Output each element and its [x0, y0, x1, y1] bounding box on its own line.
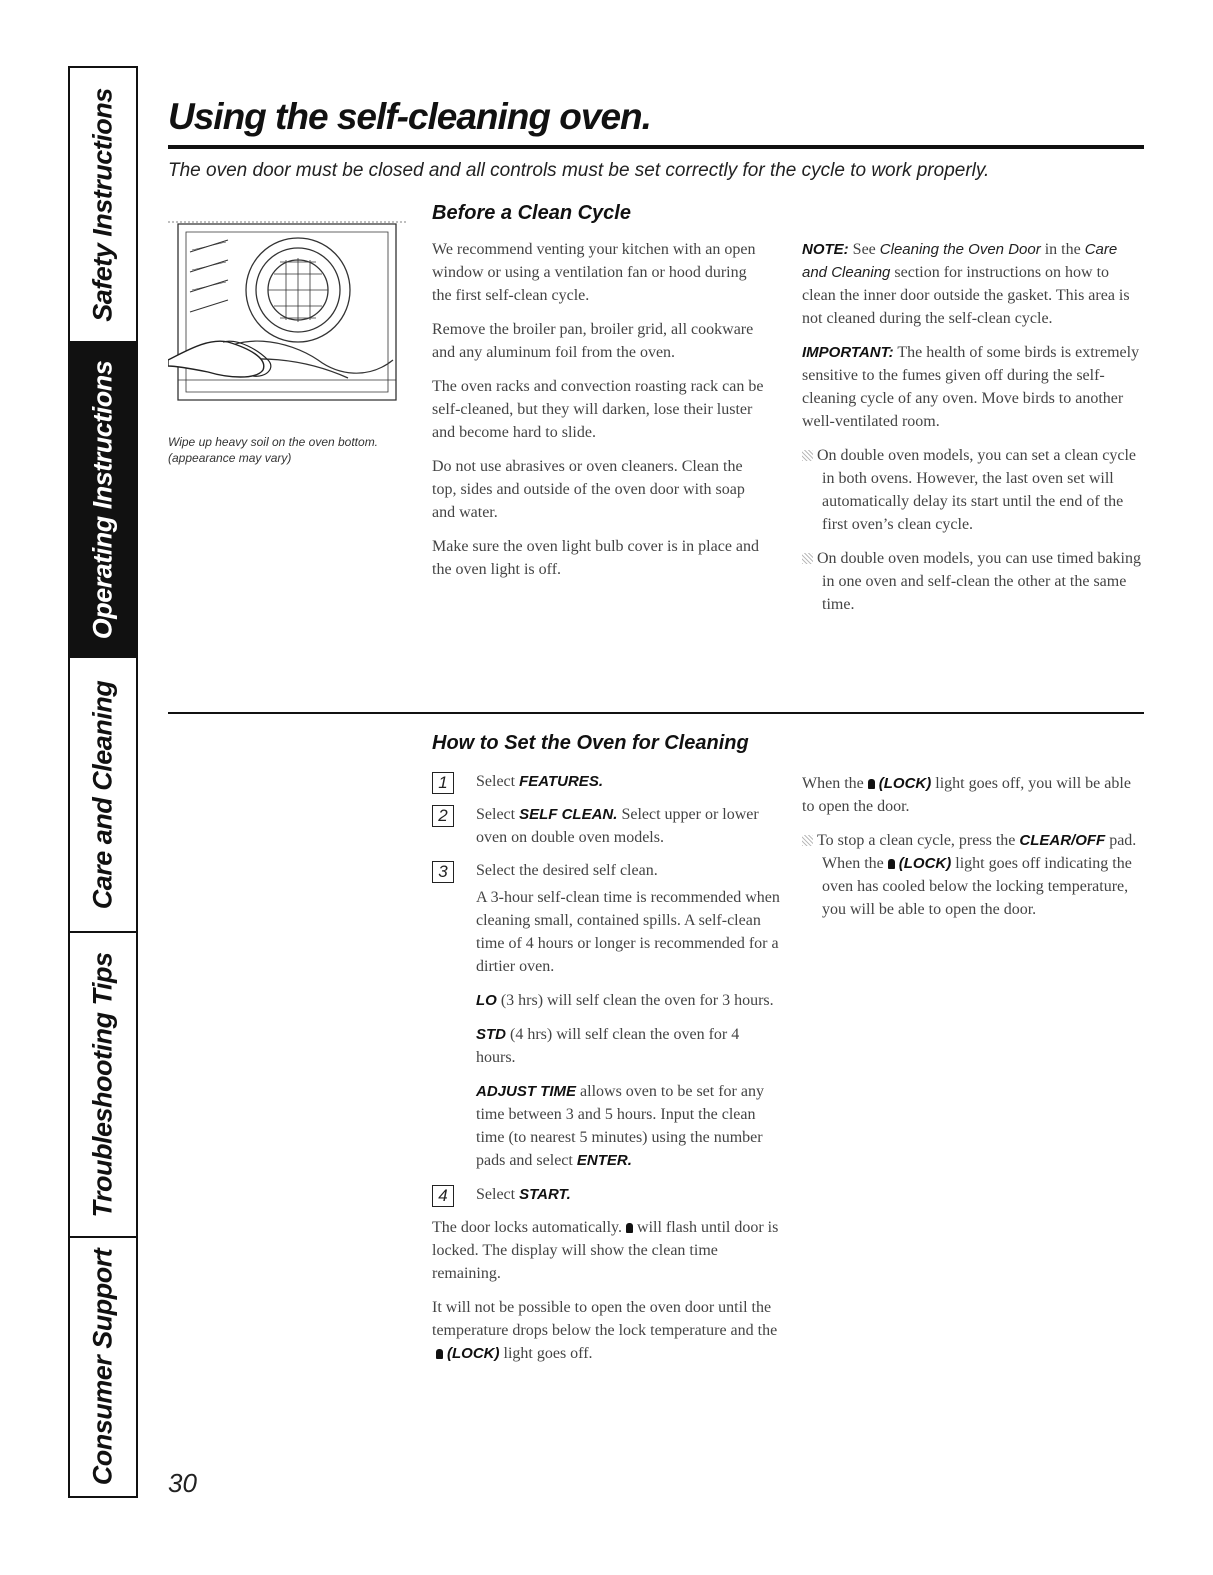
- note-paragraph: [802, 238, 1142, 330]
- before-column-right: [802, 238, 1142, 627]
- tab-label: Troubleshooting Tips: [87, 952, 118, 1217]
- tab-consumer-support[interactable]: [70, 1238, 136, 1496]
- text: section for instructions on how to clean the inner door outside the gasket. This area is not cleaned during the self-clean cycle.: [802, 264, 1130, 327]
- oven-cleaning-illustration: [168, 210, 406, 410]
- text: light goes off.: [503, 1345, 593, 1362]
- text: On double oven models, you can set a clean cycle in both ovens. However, the last oven set will automatically delay its start until the end of the first oven’s clean cycle.: [817, 447, 1136, 533]
- step-3: [432, 859, 782, 882]
- before-column-left: [432, 238, 770, 592]
- self-clean-key: SELF CLEAN.: [519, 806, 618, 823]
- paragraph: The oven racks and convection roasting rack can be self-cleaned, but they will darken, lose their luster and become hard to slide.: [432, 378, 764, 441]
- text: Select the desired self clean.: [476, 862, 658, 879]
- text: in the: [1044, 241, 1081, 258]
- lo-key: LO: [476, 992, 497, 1009]
- text: pad. When the: [822, 832, 1137, 872]
- text: will flash until door is locked. The display will show the clean time remaining.: [432, 1219, 779, 1282]
- text: The health of some birds is extremely sensitive to the fumes given off during the self-cleaning cycle of any oven. Move birds to another well-ventilated room.: [802, 344, 1140, 430]
- text: light goes off indicating the oven has cooled below the locking temperature, you will be able to open the door.: [822, 855, 1132, 918]
- note-reference: Care and Cleaning: [802, 241, 1118, 281]
- lock-icon: [888, 859, 895, 869]
- text: To stop a clean cycle, press the: [817, 832, 1016, 849]
- step-1: [432, 770, 782, 793]
- text: Select: [476, 1186, 516, 1203]
- text: On double oven models, you can use timed baking in one oven and self-clean the other at the same time.: [817, 550, 1141, 613]
- text: The door locks automatically.: [432, 1219, 623, 1236]
- tab-label: Consumer Support: [87, 1248, 118, 1486]
- adjust-time-key: ADJUST TIME: [476, 1083, 577, 1100]
- bullet-item: [802, 547, 1142, 616]
- bullet-icon: [802, 835, 813, 846]
- text: Select upper or lower oven on double oven models.: [476, 806, 759, 846]
- bullet-item: [802, 444, 1142, 536]
- paragraph: [432, 1216, 782, 1285]
- lock-icon: [436, 1349, 443, 1359]
- clear-off-key: CLEAR/OFF: [1019, 832, 1106, 849]
- adjust-time-option: [432, 1080, 782, 1172]
- tab-safety-instructions[interactable]: [70, 68, 136, 343]
- text: See: [852, 241, 876, 258]
- note-label: NOTE:: [802, 241, 849, 258]
- important-label: IMPORTANT:: [802, 344, 894, 361]
- lo-option: [432, 989, 782, 1012]
- std-key: STD: [476, 1026, 506, 1043]
- tab-label: Safety Instructions: [87, 87, 118, 322]
- important-paragraph: [802, 341, 1142, 433]
- enter-key: ENTER.: [576, 1152, 632, 1169]
- lock-key: (LOCK): [898, 855, 952, 872]
- section-tabs: [68, 66, 138, 1498]
- tab-label: Operating Instructions: [87, 360, 118, 639]
- paragraph: Remove the broiler pan, broiler grid, all cookware and any aluminum foil from the oven.: [432, 321, 754, 361]
- before-clean-cycle-heading: Before a Clean Cycle: [432, 202, 631, 224]
- text: Select: [476, 806, 516, 823]
- section-rule: [168, 712, 1144, 714]
- step-2: [432, 803, 782, 849]
- paragraph: Do not use abrasives or oven cleaners. Clean the top, sides and outside of the oven door with soap and water.: [432, 458, 745, 521]
- lock-icon: [626, 1223, 633, 1233]
- paragraph: A 3-hour self-clean time is recommended when cleaning small, contained spills. A self-clean time of 4 hours or longer is recommended for a dirtier oven.: [476, 889, 780, 975]
- page-subtitle: The oven door must be closed and all controls must be set correctly for the cycle to work properly.: [168, 160, 990, 181]
- text: (4 hrs) will self clean the oven for 4 hours.: [476, 1026, 740, 1066]
- step-number: 3: [432, 861, 454, 883]
- lock-icon: [868, 779, 875, 789]
- note-reference: Cleaning the Oven Door: [879, 241, 1041, 258]
- text: Select: [476, 773, 516, 790]
- text: (3 hrs) will self clean the oven for 3 hours.: [500, 992, 774, 1009]
- howto-column-left: [432, 770, 782, 1376]
- step-number: 4: [432, 1185, 454, 1207]
- page-number: 30: [168, 1468, 197, 1498]
- tab-operating-instructions[interactable]: [70, 343, 136, 658]
- start-key: START.: [519, 1186, 571, 1203]
- figure-caption: Wipe up heavy soil on the oven bottom. (appearance may vary): [168, 435, 379, 465]
- bullet-icon: [802, 450, 813, 461]
- lock-key: (LOCK): [447, 1345, 500, 1362]
- page-title: Using the self-cleaning oven.: [168, 96, 651, 137]
- lock-key: (LOCK): [878, 775, 932, 792]
- how-to-set-heading: How to Set the Oven for Cleaning: [432, 732, 749, 754]
- paragraph: [802, 772, 1142, 818]
- std-option: [432, 1023, 782, 1069]
- howto-column-right: [802, 772, 1142, 932]
- tab-label: Care and Cleaning: [87, 680, 118, 909]
- features-key: FEATURES.: [519, 773, 603, 790]
- step-number: 2: [432, 805, 454, 827]
- title-rule: [168, 145, 1144, 149]
- tab-care-and-cleaning[interactable]: [70, 658, 136, 933]
- text: light goes off, you will be able to open the door.: [802, 775, 1131, 815]
- tab-troubleshooting-tips[interactable]: [70, 933, 136, 1238]
- bullet-item: [802, 829, 1142, 921]
- paragraph: [432, 1296, 782, 1365]
- step-number: 1: [432, 772, 454, 794]
- text: allows oven to be set for any time between 3 and 5 hours. Input the clean time (to nearest 5 minutes) using the number pads and select: [476, 1083, 764, 1169]
- text: It will not be possible to open the oven door until the temperature drops below the lock temperature and the: [432, 1299, 778, 1339]
- paragraph: We recommend venting your kitchen with an open window or using a ventilation fan or hood during the first self-clean cycle.: [432, 241, 756, 304]
- bullet-icon: [802, 553, 813, 564]
- paragraph: Make sure the oven light bulb cover is in place and the oven light is off.: [432, 538, 760, 578]
- text: When the: [802, 775, 864, 792]
- step-4: [432, 1183, 782, 1206]
